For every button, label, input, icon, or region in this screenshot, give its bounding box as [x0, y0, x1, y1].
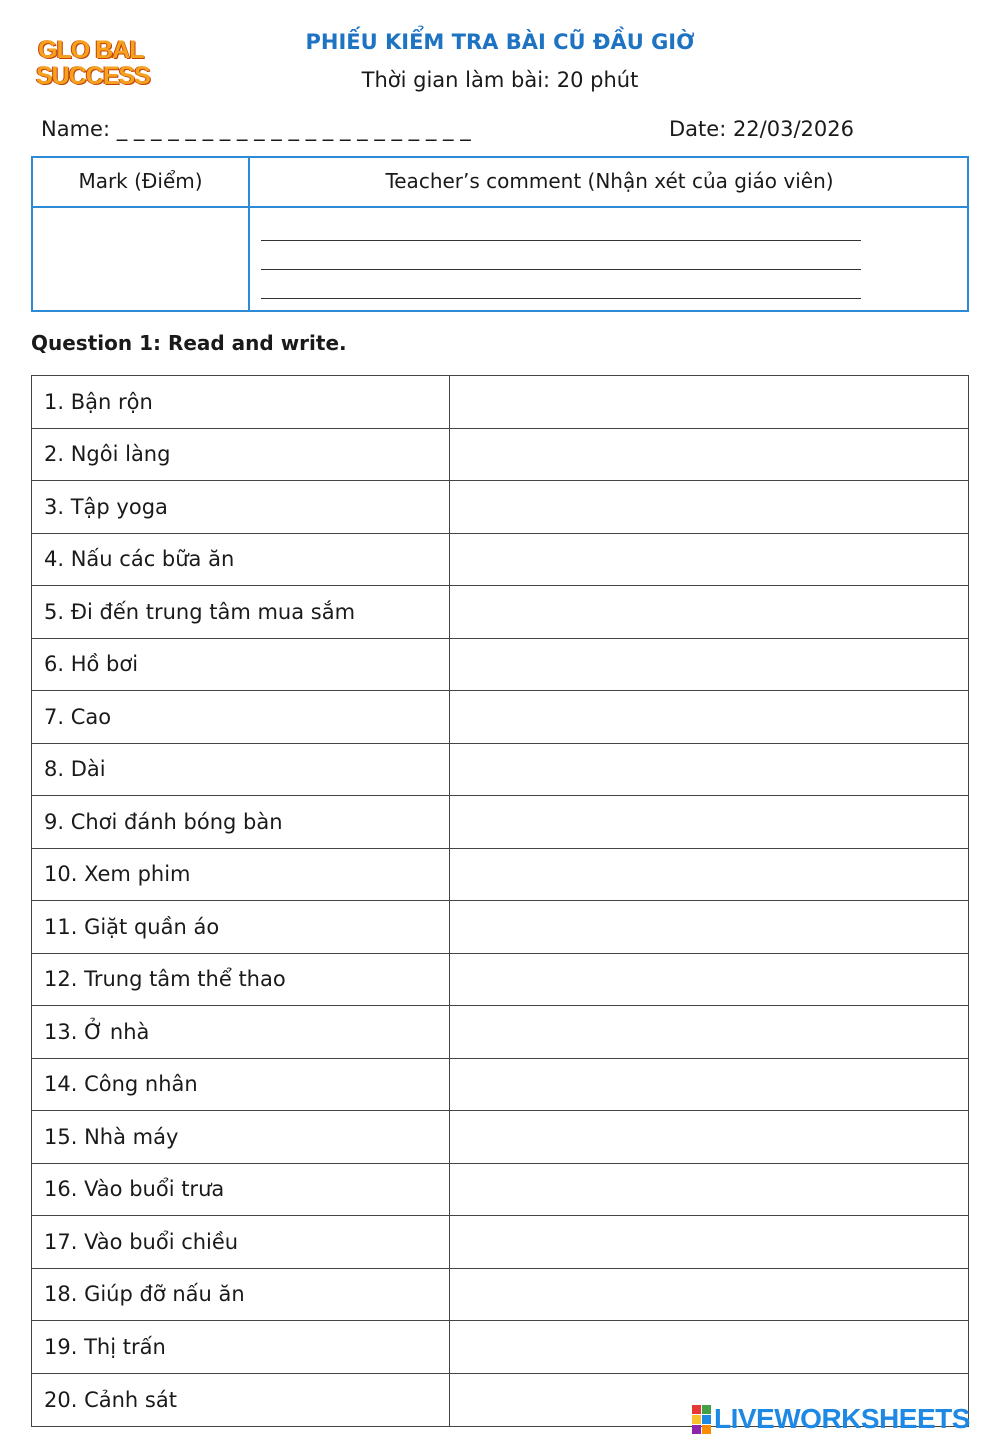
vocabulary-prompt: 11. Giặt quần áo [32, 901, 450, 953]
answer-cell[interactable] [450, 1164, 968, 1216]
answer-cell[interactable] [450, 1321, 968, 1373]
table-row [32, 691, 968, 744]
answer-cell[interactable] [450, 639, 968, 691]
answer-cell[interactable] [450, 744, 968, 796]
answer-cell[interactable] [450, 376, 968, 428]
answer-cell[interactable] [450, 1269, 968, 1321]
answer-cell[interactable] [450, 1059, 968, 1111]
vocabulary-prompt: 14. Công nhân [32, 1059, 450, 1111]
table-row [32, 1321, 968, 1374]
table-row [32, 481, 968, 534]
answer-cell[interactable] [450, 901, 968, 953]
mark-comment-table [31, 156, 969, 312]
comment-line[interactable] [261, 240, 861, 241]
table-row [32, 639, 968, 692]
table-row [32, 1006, 968, 1059]
answer-cell[interactable] [450, 1006, 968, 1058]
vocabulary-prompt: 2. Ngôi làng [32, 429, 450, 481]
answer-cell[interactable] [450, 481, 968, 533]
logo-line-1: GLO BAL [38, 36, 144, 64]
vocabulary-prompt: 15. Nhà máy [32, 1111, 450, 1163]
table-row [32, 744, 968, 797]
question-heading: Question 1: Read and write. [31, 331, 347, 355]
vocabulary-prompt: 18. Giúp đỡ nấu ăn [32, 1269, 450, 1321]
date-label: Date: 22/03/2026 [669, 117, 854, 141]
table-row [32, 954, 968, 1007]
table-row [32, 1216, 968, 1269]
vocabulary-prompt: 10. Xem phim [32, 849, 450, 901]
name-field[interactable]: Name: _ _ _ _ _ _ _ _ _ _ _ _ _ _ _ _ _ _ _ _ _ [41, 117, 471, 141]
answer-cell[interactable] [450, 429, 968, 481]
comment-header: Teacher’s comment (Nhận xét của giáo viên) [385, 169, 834, 193]
time-limit: Thời gian làm bài: 20 phút [361, 68, 639, 92]
table-row [32, 534, 968, 587]
answer-cell[interactable] [450, 534, 968, 586]
answer-cell[interactable] [450, 1111, 968, 1163]
vocabulary-prompt: 3. Tập yoga [32, 481, 450, 533]
table-row [32, 586, 968, 639]
liveworksheets-watermark [692, 1404, 970, 1434]
comment-line[interactable] [261, 269, 861, 270]
vocabulary-table [31, 375, 969, 1427]
answer-cell[interactable] [450, 1216, 968, 1268]
table-row [32, 429, 968, 482]
answer-cell[interactable] [450, 586, 968, 638]
table-row [32, 901, 968, 954]
vocabulary-prompt: 5. Đi đến trung tâm mua sắm [32, 586, 450, 638]
vocabulary-prompt: 16. Vào buổi trưa [32, 1164, 450, 1216]
comment-line[interactable] [261, 298, 861, 299]
vocabulary-prompt: 8. Dài [32, 744, 450, 796]
vocabulary-prompt: 17. Vào buổi chiều [32, 1216, 450, 1268]
table-row [32, 376, 968, 429]
answer-cell[interactable] [450, 796, 968, 848]
divider [33, 206, 967, 208]
table-row [32, 1059, 968, 1112]
answer-cell[interactable] [450, 849, 968, 901]
vocabulary-prompt: 20. Cảnh sát [32, 1374, 450, 1427]
mark-header: Mark (Điểm) [78, 169, 203, 193]
table-row [32, 796, 968, 849]
watermark-text: LIVEWORKSHEETS [714, 1403, 970, 1434]
vocabulary-prompt: 19. Thị trấn [32, 1321, 450, 1373]
table-row [32, 1164, 968, 1217]
answer-cell[interactable] [450, 691, 968, 743]
vocabulary-prompt: 6. Hồ bơi [32, 639, 450, 691]
vocabulary-prompt: 7. Cao [32, 691, 450, 743]
vocabulary-prompt: 4. Nấu các bữa ăn [32, 534, 450, 586]
liveworksheets-logo-icon [692, 1405, 711, 1434]
logo-line-2: SUCCESS [36, 62, 150, 90]
page-title: PHIẾU KIỂM TRA BÀI CŨ ĐẦU GIỜ [305, 30, 695, 54]
vocabulary-prompt: 9. Chơi đánh bóng bàn [32, 796, 450, 848]
vocabulary-prompt: 1. Bận rộn [32, 376, 450, 428]
table-row [32, 849, 968, 902]
answer-cell[interactable] [450, 954, 968, 1006]
vocabulary-prompt: 12. Trung tâm thể thao [32, 954, 450, 1006]
table-row [32, 1269, 968, 1322]
vocabulary-prompt: 13. Ở nhà [32, 1006, 450, 1058]
table-row [32, 1111, 968, 1164]
